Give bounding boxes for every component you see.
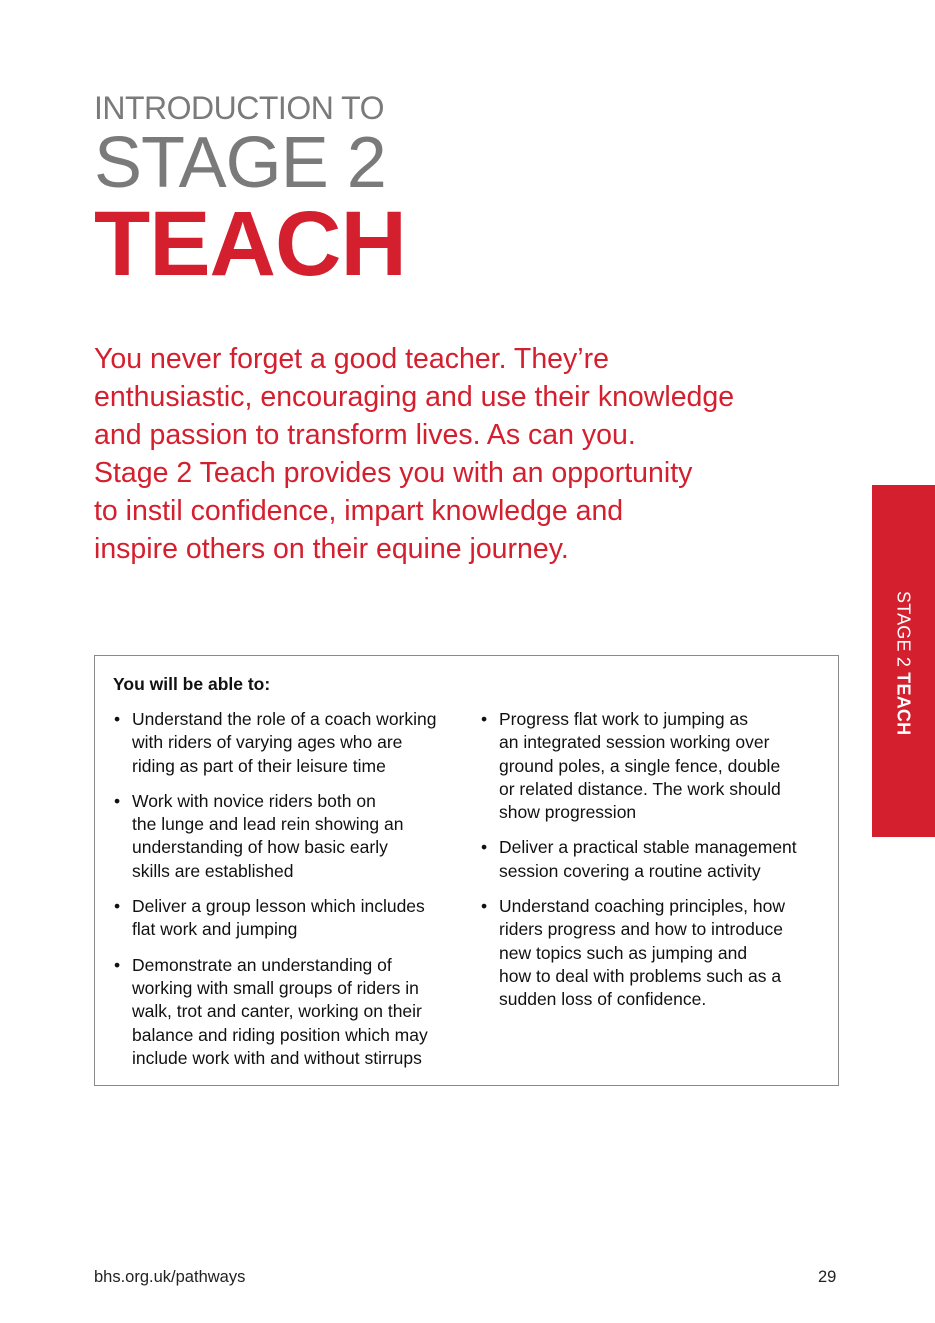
- footer-url: bhs.org.uk/pathways: [94, 1268, 246, 1286]
- outcome-line: Understand the role of a coach working: [132, 709, 437, 729]
- side-tab-label: [893, 591, 914, 735]
- outcome-line: Progress flat work to jumping as: [499, 709, 748, 729]
- outcome-line: flat work and jumping: [132, 919, 298, 940]
- outcome-line: with riders of varying ages who are: [132, 732, 403, 753]
- outcome-line: skills are established: [132, 860, 294, 881]
- outcome-line: an integrated session working over: [499, 732, 770, 753]
- title-intro: INTRODUCTION TO: [94, 90, 384, 126]
- title-teach: TEACH: [94, 193, 406, 295]
- outcome-line: Deliver a practical stable management: [499, 837, 797, 858]
- outcome-line: include work with and without stirrups: [132, 1047, 422, 1068]
- outcome-item: [480, 895, 830, 1011]
- bullet-icon: •: [114, 954, 121, 975]
- outcome-line: Understand coaching principles, how: [499, 896, 785, 917]
- outcomes-list-left: [113, 708, 458, 1082]
- section-side-tab: [872, 485, 935, 837]
- outcome-line: how to deal with problems such as a: [499, 965, 782, 986]
- bullet-icon: •: [114, 709, 121, 729]
- title-stage: STAGE 2: [94, 123, 386, 203]
- outcome-line: show progression: [499, 802, 637, 823]
- outcome-item: [113, 708, 458, 778]
- bullet-icon: •: [481, 709, 488, 729]
- page-number: 29: [818, 1268, 837, 1286]
- outcome-item: [113, 954, 458, 1070]
- side-tab-prefix: STAGE 2: [893, 591, 914, 673]
- outcome-item: [480, 708, 830, 824]
- outcome-line: session covering a routine activity: [499, 860, 761, 881]
- outcome-line: riding as part of their leisure time: [132, 755, 386, 776]
- outcome-line: ground poles, a single fence, double: [499, 755, 781, 776]
- intro-line: and passion to transform lives. As can you.: [94, 419, 636, 451]
- outcome-line: riders progress and how to introduce: [499, 919, 784, 940]
- outcome-line: Work with novice riders both on: [132, 790, 376, 811]
- outcome-line: sudden loss of confidence.: [499, 989, 707, 1010]
- outcome-line: balance and riding position which may: [132, 1024, 428, 1045]
- intro-line: to instil confidence, impart knowledge and: [94, 495, 624, 527]
- outcome-line: walk, trot and canter, working on their: [132, 1001, 422, 1022]
- outcomes-heading: You will be able to:: [113, 674, 271, 694]
- bullet-icon: •: [481, 837, 488, 858]
- outcome-item: [113, 895, 458, 942]
- outcome-item: [480, 836, 830, 883]
- outcome-line: or related distance. The work should: [499, 778, 781, 799]
- outcome-line: working with small groups of riders in: [132, 977, 419, 998]
- outcome-item: [113, 790, 458, 883]
- intro-paragraph: [94, 340, 794, 568]
- outcome-line: Deliver a group lesson which includes: [132, 896, 425, 917]
- intro-line: Stage 2 Teach provides you with an opportunity: [94, 457, 693, 489]
- side-tab-bold: TEACH: [893, 672, 914, 736]
- outcome-line: understanding of how basic early: [132, 837, 388, 858]
- outcomes-list-right: [480, 708, 830, 1024]
- bullet-icon: •: [481, 896, 488, 917]
- bullet-icon: •: [114, 790, 121, 811]
- bullet-icon: •: [114, 896, 121, 917]
- outcome-line: new topics such as jumping and: [499, 942, 748, 963]
- outcomes-box: [94, 655, 839, 1086]
- outcome-line: the lunge and lead rein showing an: [132, 814, 404, 835]
- intro-line: inspire others on their equine journey.: [94, 533, 569, 565]
- page-title: [94, 90, 406, 295]
- intro-line: You never forget a good teacher. They’re: [94, 343, 609, 375]
- intro-line: enthusiastic, encouraging and use their knowledge: [94, 381, 735, 413]
- outcome-line: Demonstrate an understanding of: [132, 954, 392, 975]
